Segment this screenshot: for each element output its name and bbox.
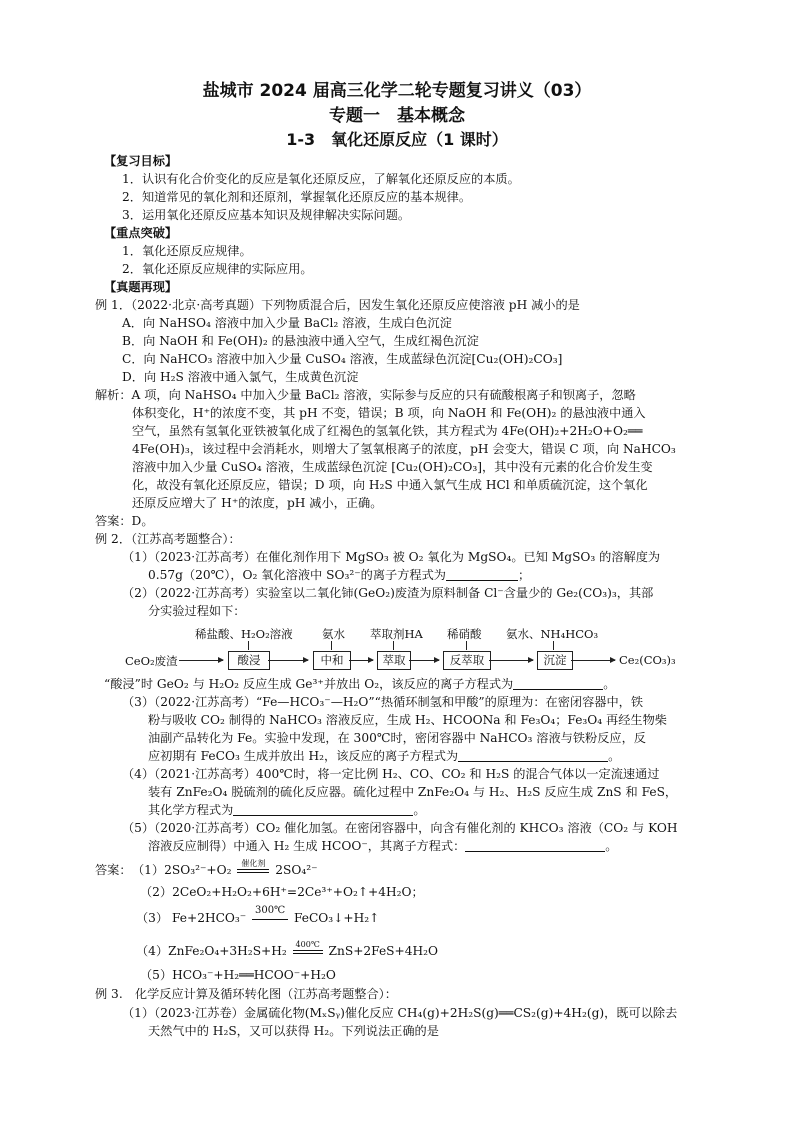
example-3-q1: （1）（2023·江苏卷）金属硫化物(MₓSᵧ)催化反应 CH₄(g)+2H₂S(g)══CS₂(g)+4H₂(g)，既可以除去 [122,1006,678,1020]
reagent-arrow [553,641,554,650]
analysis-line: 4Fe(OH)₃，该过程中会消耗水，则增大了氢氧根离子的浓度，pH 会变大，错误 C 项，向 NaHCO₃ [132,442,676,456]
example-2-answer-label: 答案： [95,863,132,877]
example-2-q5-cont: 溶液反应制得）中通入 H₂ 生成 HCOO⁻，其离子方程式： 。 [148,839,618,853]
flow-arrow [349,660,373,661]
reagent-arrow [248,641,249,650]
example-1-option-c: C．向 NaHCO₃ 溶液中加入少量 CuSO₄ 溶液，生成蓝绿色沉淀[Cu₂(OH)₂CO₃] [122,352,563,366]
flow-arrow [489,660,533,661]
example-2-q1: （1）（2023·江苏高考）在催化剂作用下 MgSO₃ 被 O₂ 氧化为 MgSO₄。已知 MgSO₃ 的溶解度为 [122,550,661,564]
process-flowchart [125,626,685,674]
answer-blank[interactable] [513,677,603,690]
example-2-q1-cont: 0.57g（20℃），O₂ 氧化溶液中 SO₃²⁻的离子方程式为 ； [148,568,531,582]
answer-equation-3: （3） Fe+2HCO₃⁻ 300℃ FeCO₃↓+H₂↑ [136,904,380,925]
answer-blank[interactable] [458,749,608,762]
answer-equation-1: （1）2SO₃²⁻+O₂ 催化剂 2SO₄²⁻ [132,858,318,877]
step-precipitate: 沉淀 [537,651,573,670]
example-1-option-d: D．向 H₂S 溶液中通入氯气，生成黄色沉淀 [122,370,359,384]
key-point-2: 2．氧化还原反应规律的实际应用。 [122,262,313,276]
example-2-q4: （4）（2021·江苏高考）400℃时，将一定比例 H₂、CO、CO₂ 和 H₂S 的混合气体以一定流速通过 [122,767,660,781]
step-extract: 萃取 [377,651,411,670]
flow-arrow [179,660,223,661]
reagent-arrow [331,641,332,650]
example-2-q2: （2）（2022·江苏高考）实验室以二氧化铈(GeO₂)废渣为原料制备 Cl⁻含量少的 Ge₂(CO₃)₃，其部 [122,586,654,600]
goal-1: 1．认识有化合价变化的反应是氧化还原反应，了解氧化还原反应的本质。 [122,172,520,186]
reagent-label: 稀硝酸 [447,627,482,641]
analysis-line: 还原反应增大了 H⁺的浓度，pH 减小，正确。 [132,496,383,510]
step-back-extract: 反萃取 [443,651,491,670]
example-1-option-b: B．向 NaOH 和 Fe(OH)₂ 的悬浊液中通入空气，生成红褐色沉淀 [122,334,479,348]
analysis-line: 空气，虽然有氢氧化亚铁被氧化成了红褐色的氢氧化铁，其方程式为 4Fe(OH)₂+2H₂O+O₂══ [132,424,643,438]
section-review-goals: 【复习目标】 [104,154,178,168]
section-key-points: 【重点突破】 [104,226,178,240]
example-1-question: 例 1．（2022·北京·高考真题）下列物质混合后，因发生氧化还原反应使溶液 pH 减小的是 [95,298,580,312]
lesson-heading: 1-3 氧化还原反应（1 课时） [286,130,508,149]
reagent-label: 稀盐酸、H₂O₂溶液 [195,627,293,641]
key-point-1: 1．氧化还原反应规律。 [122,244,252,258]
answer-equation-4: （4）ZnFe₂O₄+3H₂S+H₂ 400℃ ZnS+2FeS+4H₂O [136,939,438,958]
reagent-label: 氨水 [322,627,345,641]
flow-arrow [268,660,308,661]
example-2-heading: 例 2．（江苏高考题整合）： [95,532,241,546]
goal-2: 2．知道常见的氧化剂和还原剂，掌握氧化还原反应的基本规律。 [122,190,472,204]
analysis-line: 溶液中加入少量 CuSO₄ 溶液，生成蓝绿色沉淀 [Cu₂(OH)₂CO₃]，其中没有元素的化合价发生变 [132,460,653,474]
reagent-label: 萃取剂HA [370,627,423,641]
example-2-q2-cont: 分实验过程如下： [148,604,246,618]
answer-blank[interactable] [465,839,605,852]
topic-heading: 专题一 基本概念 [329,106,465,126]
reagent-label: 氨水、NH₄HCO₃ [506,627,599,641]
reagent-arrow [393,641,394,650]
answer-equation-5: （5）HCO₃⁻+H₂══HCOO⁻+H₂O [140,968,336,982]
example-2-q3-cont: 应初期有 FeCO₃ 生成并放出 H₂，该反应的离子方程式为 。 [148,749,621,763]
step-neutralize: 中和 [313,651,351,670]
flow-end-product: Ce₂(CO₃)₃ [619,653,676,667]
example-1-option-a: A．向 NaHSO₄ 溶液中加入少量 BaCl₂ 溶液，生成白色沉淀 [122,316,452,330]
example-2-q3: （3）（2022·江苏高考）“Fe—HCO₃⁻—H₂O”“热循环制氢和甲酸”的原理为：在密闭容器中，铁 [122,695,644,709]
example-3-heading: 例 3. 化学反应计算及循环转化图（江苏高考题整合）： [95,987,397,1001]
section-past-exams: 【真题再现】 [104,280,178,294]
analysis-line: 化，故没有氧化还原反应，错误；D 项，向 H₂S 中通入氯气生成 HCl 和单质硫沉淀，这个氧化 [132,478,648,492]
analysis-line: 体积变化，H⁺的浓度不变，其 pH 不变，错误；B 项，向 NaOH 和 Fe(OH)₂ 的悬浊液中通入 [132,406,646,420]
example-2-q5: （5）（2020·江苏高考）CO₂ 催化加氢。在密闭容器中，向含有催化剂的 KHCO₃ 溶液（CO₂ 与 KOH [122,821,678,835]
example-1-answer: 答案：D。 [95,514,154,528]
example-2-q3-cont: 油副产品转化为 Fe。实验中发现，在 300℃时，密闭容器中 NaHCO₃ 溶液与铁粉反应，反 [148,731,646,745]
goal-3: 3．运用氧化还原反应基本知识及规律解决实际问题。 [122,208,411,222]
step-acid-leach: 酸浸 [228,651,270,670]
example-2-q2-question: “酸浸”时 GeO₂ 与 H₂O₂ 反应生成 Ge³⁺并放出 O₂，该反应的离子方程式为 。 [104,677,616,691]
flow-arrow [409,660,439,661]
analysis-line: 解析：A 项，向 NaHSO₄ 中加入少量 BaCl₂ 溶液，实际参与反应的只有硫酸根离子和钡离子，忽略 [95,388,636,402]
answer-equation-2: （2）2CeO₂+H₂O₂+6H⁺=2Ce³⁺+O₂↑+4H₂O； [140,885,424,899]
flow-start-material: CeO₂废渣 [125,654,178,668]
example-3-q1-cont: 天然气中的 H₂S，又可以获得 H₂。下列说法正确的是 [148,1024,439,1038]
reagent-arrow [466,641,467,650]
answer-blank[interactable] [446,568,518,581]
answer-blank[interactable] [233,803,413,816]
example-2-q3-cont: 粉与吸收 CO₂ 制得的 NaHCO₃ 溶液反应，生成 H₂、HCOONa 和 Fe₃O₄；Fe₃O₄ 再经生物柴 [148,713,667,727]
example-2-q4-cont: 装有 ZnFe₂O₄ 脱硫剂的硫化反应器。硫化过程中 ZnFe₂O₄ 与 H₂、H₂S 反应生成 ZnS 和 FeS， [148,785,678,799]
reaction-condition-arrow: 催化剂 [235,865,271,877]
reaction-condition-arrow: 300℃ [250,913,290,925]
document-title: 盐城市 2024 届高三化学二轮专题复习讲义（03） [202,81,592,101]
reaction-condition-arrow: 400℃ [291,946,325,958]
example-2-q4-cont: 其化学方程式为 。 [148,803,426,817]
flow-arrow [571,660,615,661]
